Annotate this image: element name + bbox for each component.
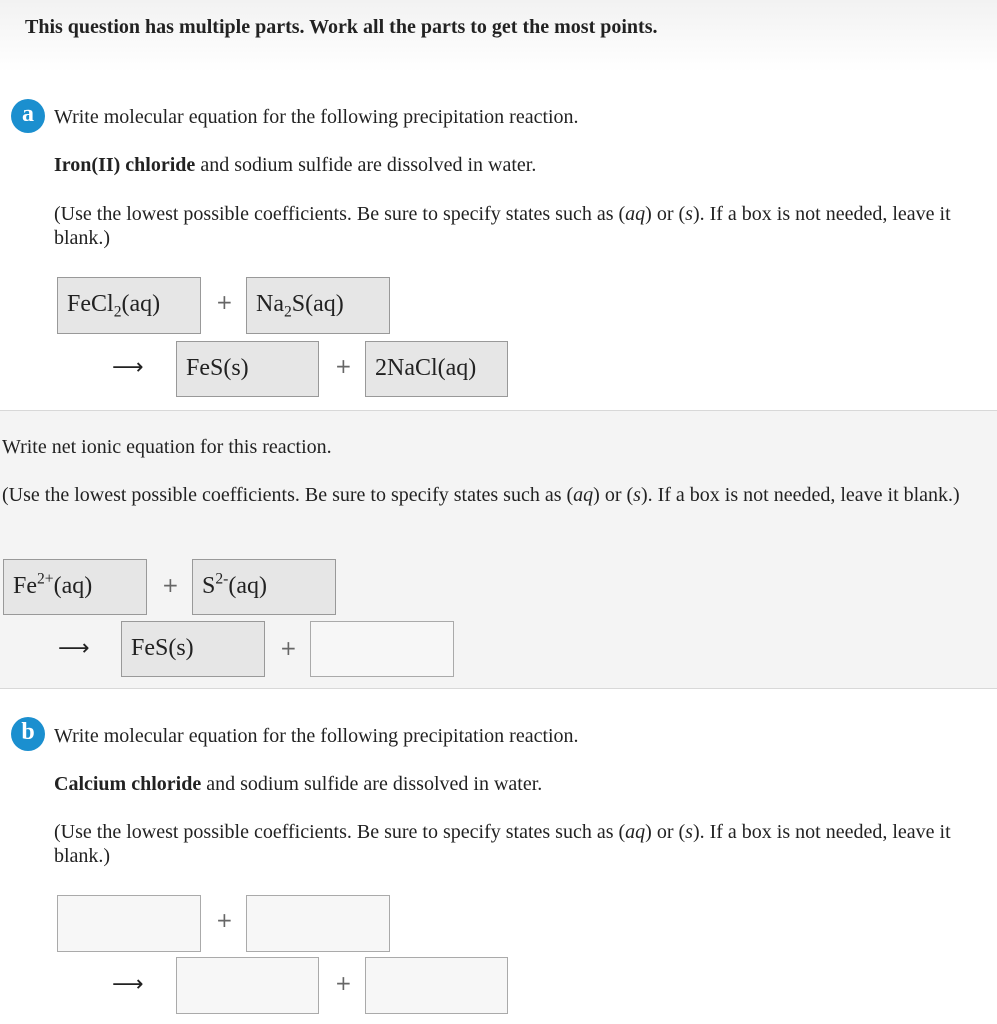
part-b-reactant2-box[interactable] (246, 895, 390, 952)
part-a-reaction (54, 153, 536, 177)
section-divider (0, 688, 997, 689)
instructions-header (0, 0, 997, 72)
part-b-reaction-rest: and sodium sulfide are dissolved in water. (201, 773, 543, 795)
part-b-reaction-compound: Calcium chloride (54, 773, 202, 795)
net-ionic-product1-box[interactable]: FeS(s) (121, 621, 265, 677)
net-ionic-prompt: Write net ionic equation for this reaction. (2, 436, 332, 458)
part-b-product1-box[interactable] (176, 957, 319, 1014)
part-a-instructions: (Use the lowest possible coefficients. Be sure to specify states such as (aq) or (s). If a box is not needed, leave it blank.) (54, 203, 951, 249)
plus-sign: + (280, 636, 297, 660)
reaction-arrow: ⟶ (58, 636, 90, 661)
net-ionic-instructions: (Use the lowest possible coefficients. Be sure to specify states such as (aq) or (s). If a box is not needed, leave it blank.) (2, 484, 960, 506)
net-ionic-reactant1-box[interactable]: $Fe^{2+}(aq)$ (3, 559, 147, 615)
part-b-reaction (54, 772, 542, 796)
part-a-reaction-rest: and sodium sulfide are dissolved in water. (195, 154, 537, 176)
part-b-instructions: (Use the lowest possible coefficients. Be sure to specify states such as (aq) or (s). If a box is not needed, leave it blank.) (54, 821, 951, 867)
reaction-arrow: ⟶ (112, 355, 144, 380)
plus-sign: + (335, 971, 352, 995)
net-ionic-reactant2-box[interactable]: $S^{2-}(aq)$ (192, 559, 336, 615)
part-a-reactant1-box[interactable]: FeCl$_2$(aq) (57, 277, 201, 334)
part-b-product2-box[interactable] (365, 957, 508, 1014)
plus-sign: + (335, 354, 352, 378)
plus-sign: + (216, 290, 233, 314)
reaction-arrow: ⟶ (112, 972, 144, 997)
part-a-badge: a (11, 99, 45, 133)
part-a-product1-box[interactable]: FeS(s) (176, 341, 319, 397)
part-b-badge: b (11, 717, 45, 751)
plus-sign: + (216, 908, 233, 932)
plus-sign: + (162, 573, 179, 597)
net-ionic-product2-box[interactable] (310, 621, 454, 677)
part-a-product2-box[interactable]: 2NaCl(aq) (365, 341, 508, 397)
part-b-prompt: Write molecular equation for the following precipitation reaction. (54, 725, 579, 747)
part-a-prompt: Write molecular equation for the following precipitation reaction. (54, 106, 579, 128)
part-a-reaction-compound: Iron(II) chloride (54, 154, 196, 176)
instructions-text: This question has multiple parts. Work all the parts to get the most points. (25, 16, 658, 38)
part-a-reactant2-box[interactable]: $Na_2S(aq)$ (246, 277, 390, 334)
part-b-reactant1-box[interactable] (57, 895, 201, 952)
